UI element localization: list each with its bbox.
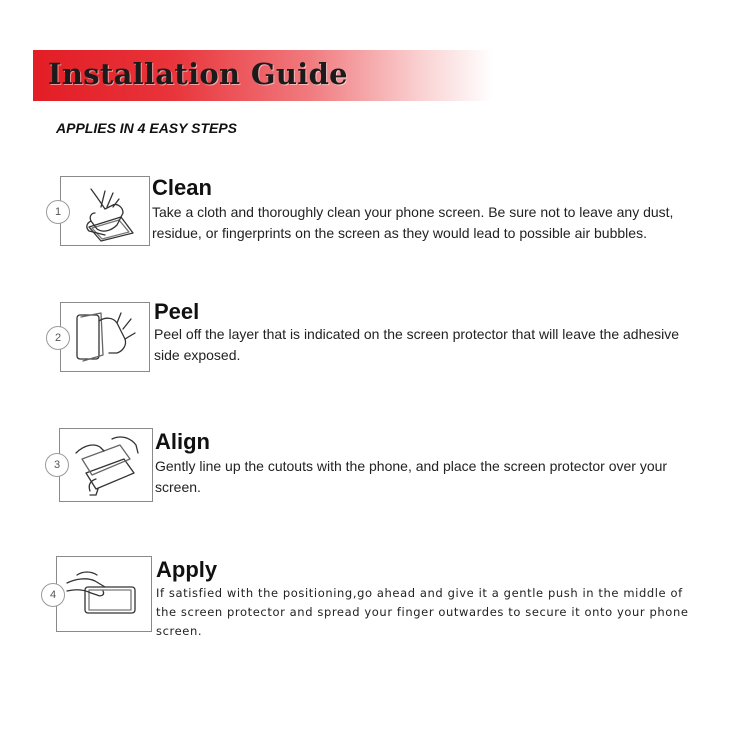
step-title: Align	[155, 429, 210, 454]
finger-pressing-screen-icon	[57, 557, 151, 631]
step-number: 2	[46, 326, 70, 350]
step-description: If satisfied with the positioning,go ahead and give it a gentle push in the middle of the screen protector and spread your finger outwardes to secure it onto your phone screen.	[156, 586, 689, 638]
step-icon-box	[60, 176, 150, 246]
page-title: Installation Guide	[48, 57, 348, 91]
hand-peeling-film-icon	[61, 303, 149, 371]
step-number: 4	[41, 583, 65, 607]
step-number: 1	[46, 200, 70, 224]
step-icon-box	[59, 428, 153, 502]
hand-wiping-phone-icon	[61, 177, 149, 245]
step-number: 3	[45, 453, 69, 477]
step-description: Peel off the layer that is indicated on the screen protector that will leave the adhesive side exposed.	[154, 326, 680, 363]
hands-aligning-protector-icon	[60, 429, 152, 501]
step-icon-box	[60, 302, 150, 372]
step-title: Peel	[154, 299, 200, 324]
subtitle: APPLIES IN 4 EASY STEPS	[56, 120, 238, 136]
step-description: Gently line up the cutouts with the phone, and place the screen protector over your screen.	[155, 458, 668, 495]
step-title: Apply	[156, 557, 218, 582]
step-icon-box	[56, 556, 152, 632]
step-title: Clean	[152, 175, 212, 200]
step-description: Take a cloth and thoroughly clean your phone screen. Be sure not to leave any dust, residue, or fingerprints on the screen as they would lead to possible air bubbles.	[152, 204, 674, 241]
header-banner	[33, 50, 493, 101]
